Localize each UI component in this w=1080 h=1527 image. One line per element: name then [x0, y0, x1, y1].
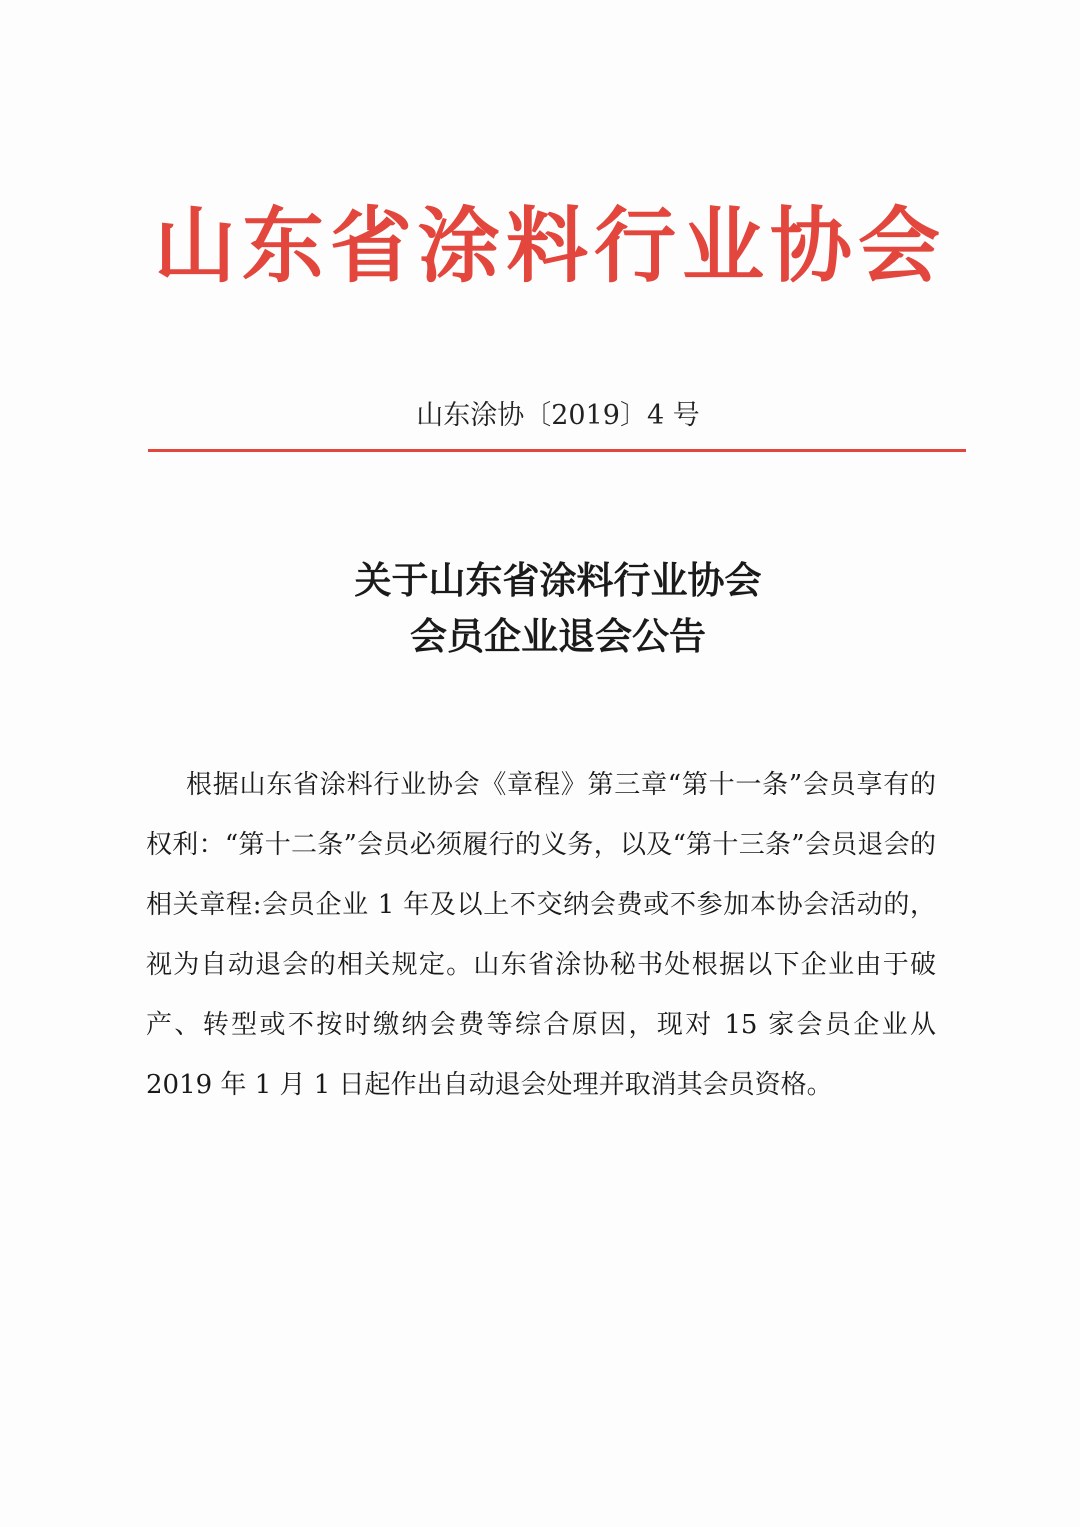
notice-title-line-2: 会员企业退会公告	[410, 614, 706, 658]
document-number: 山东涂协〔2019〕4 号	[416, 400, 700, 431]
letterhead-divider	[148, 449, 966, 452]
notice-title-line-1: 关于山东省涂料行业协会	[354, 558, 762, 602]
notice-title	[150, 552, 966, 664]
letterhead-organization: 山东省涂料行业协会	[153, 199, 946, 294]
notice-body: 根据山东省涂料行业协会《章程》第三章“第十一条”会员享有的权利：“第十二条”会员必须履行的义务，以及“第十三条”会员退会的相关章程:会员企业 1 年及以上不交纳会费或不参加本协会活动的，视为自动退会的相关规定。山东省涂协秘书处根据以下企业由于破产、转型或不按时缴纳会费等综合原因，现对 15 家会员企业从 2019 年 1 月 1 日起作出自动退会处理并取消其会员资格。	[146, 770, 936, 1100]
